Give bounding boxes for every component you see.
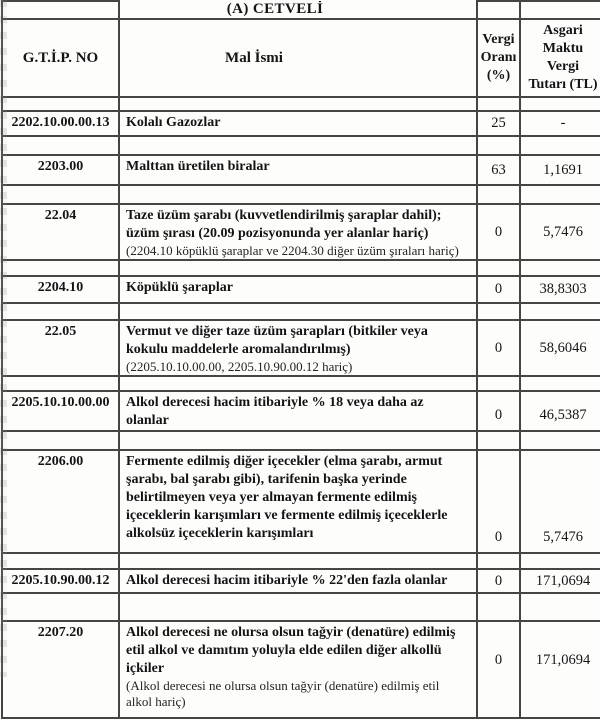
title-row-cell: [520, 1, 600, 19]
spacer-row: [2, 97, 600, 111]
spacer-cell: [477, 185, 520, 204]
title-row-left-cell: [2, 1, 119, 19]
gtip-cell: 2206.00: [2, 450, 119, 553]
spacer-cell: [119, 97, 477, 111]
goods-name-line: kokulu maddelerle aromalandırılmış): [126, 342, 351, 357]
spacer-cell: [477, 303, 520, 320]
spacer-row: [2, 553, 600, 569]
spacer-cell: [2, 136, 119, 155]
title-row: [2, 1, 600, 19]
spacer-cell: [119, 431, 477, 450]
title-row-cell: [477, 1, 520, 19]
spacer-cell: [477, 136, 520, 155]
gtip-cell: 2205.10.90.00.12: [2, 569, 119, 593]
table-row: [2, 276, 600, 303]
table-row: [2, 320, 600, 376]
rate-cell: 0: [477, 450, 520, 553]
goods-name-line: Malttan üretilen biralar: [126, 159, 270, 174]
column-header-rate-line: (%): [486, 68, 511, 83]
spacer-cell: [2, 260, 119, 276]
rate-cell: 25: [477, 111, 520, 136]
gtip-cell: 22.05: [2, 320, 119, 376]
rate-cell: 0: [477, 569, 520, 593]
goods-name-line: içkiler: [126, 661, 165, 676]
goods-name-line: içeceklerin karışımları ve fermente edilmiş içeceklerle: [126, 508, 448, 523]
table-row: [2, 450, 600, 553]
column-header-name: Mal İsmi: [119, 19, 477, 97]
spacer-cell: [119, 553, 477, 569]
spacer-cell: [520, 185, 600, 204]
column-header-row: [2, 19, 600, 97]
spacer-cell: [477, 97, 520, 111]
amount-cell: -: [520, 111, 600, 136]
goods-name-line: Köpüklü şaraplar: [126, 280, 233, 295]
spacer-cell: [477, 593, 520, 621]
goods-name-line: Alkol derecesi hacim itibariyle % 22'den fazla olanlar: [126, 573, 448, 588]
column-header-amount: [520, 19, 600, 97]
spacer-cell: [2, 185, 119, 204]
rate-cell: 63: [477, 155, 520, 185]
name-cell: [119, 391, 477, 431]
amount-cell: 171,0694: [520, 621, 600, 718]
table-row: [2, 111, 600, 136]
rate-cell: 0: [477, 391, 520, 431]
spacer-cell: [2, 431, 119, 450]
amount-cell: 58,6046: [520, 320, 600, 376]
spacer-cell: [520, 303, 600, 320]
spacer-cell: [119, 136, 477, 155]
table-row: [2, 155, 600, 185]
spacer-row: [2, 303, 600, 320]
spacer-cell: [520, 553, 600, 569]
amount-cell: 5,7476: [520, 450, 600, 553]
amount-cell: 38,8303: [520, 276, 600, 303]
table-title: (A) CETVELİ: [119, 1, 477, 19]
spacer-cell: [520, 376, 600, 391]
name-cell: [119, 320, 477, 376]
name-cell: [119, 155, 477, 185]
rate-cell: 0: [477, 621, 520, 718]
spacer-cell: [520, 97, 600, 111]
column-header-rate: [477, 19, 520, 97]
table-row: [2, 204, 600, 260]
table-row: [2, 569, 600, 593]
rate-cell: 0: [477, 320, 520, 376]
spacer-cell: [520, 260, 600, 276]
name-cell: [119, 621, 477, 718]
spacer-row: [2, 431, 600, 450]
spacer-cell: [119, 376, 477, 391]
spacer-row: [2, 593, 600, 621]
goods-name-line: şarabı, bal şarabı gibi), tarifenin başka yerinde: [126, 472, 407, 487]
tax-schedule-table: [1, 0, 600, 719]
name-cell: [119, 276, 477, 303]
amount-cell: 1,1691: [520, 155, 600, 185]
table-row: [2, 391, 600, 431]
column-header-amount-line: Tutarı (TL): [528, 77, 598, 92]
spacer-cell: [477, 553, 520, 569]
spacer-cell: [477, 376, 520, 391]
rate-cell: 0: [477, 204, 520, 260]
spacer-row: [2, 185, 600, 204]
column-header-amount-line: Vergi: [546, 59, 580, 74]
column-header-rate-line: Oranı: [480, 50, 517, 65]
goods-name-line: alkolsüz içeceklerin karışımları: [126, 526, 314, 541]
spacer-cell: [477, 431, 520, 450]
spacer-cell: [119, 185, 477, 204]
goods-note-line: (2205.10.10.00.00, 2205.10.90.00.12 hariç): [126, 359, 353, 374]
goods-name-line: etil alkol ve damıtım yoluyla elde edilen diğer alkollü: [126, 643, 442, 658]
goods-name-line: Kolalı Gazozlar: [126, 115, 221, 130]
goods-name-line: olanlar: [126, 413, 169, 428]
goods-name-line: Vermut ve diğer taze üzüm şarapları (bitkiler veya: [126, 324, 428, 339]
gtip-cell: 22.04: [2, 204, 119, 260]
gtip-cell: 2207.20: [2, 621, 119, 718]
spacer-cell: [2, 553, 119, 569]
spacer-cell: [520, 136, 600, 155]
gtip-cell: 2202.10.00.00.13: [2, 111, 119, 136]
name-cell: [119, 569, 477, 593]
spacer-cell: [119, 593, 477, 621]
rate-cell: 0: [477, 276, 520, 303]
name-cell: [119, 450, 477, 553]
amount-cell: 171,0694: [520, 569, 600, 593]
amount-cell: 5,7476: [520, 204, 600, 260]
spacer-cell: [2, 593, 119, 621]
spacer-row: [2, 260, 600, 276]
spacer-row: [2, 136, 600, 155]
goods-note-line: (Alkol derecesi ne olursa olsun tağyir (denatüre) edilmiş etil: [126, 678, 440, 693]
goods-note-line: (2204.10 köpüklü şaraplar ve 2204.30 diğer üzüm şıraları hariç): [126, 243, 459, 258]
spacer-cell: [477, 260, 520, 276]
spacer-cell: [119, 260, 477, 276]
column-header-amount-line: Maktu: [542, 41, 584, 56]
goods-name-line: üzüm şırası (20.09 pozisyonunda yer alanlar hariç): [126, 226, 429, 241]
gtip-cell: 2205.10.10.00.00: [2, 391, 119, 431]
gtip-cell: 2203.00: [2, 155, 119, 185]
spacer-cell: [520, 431, 600, 450]
spacer-cell: [119, 303, 477, 320]
goods-note-line: alkol hariç): [126, 694, 186, 709]
spacer-row: [2, 376, 600, 391]
goods-name-line: Taze üzüm şarabı (kuvvetlendirilmiş şaraplar dahil);: [126, 208, 442, 223]
gtip-cell: 2204.10: [2, 276, 119, 303]
column-header-rate-line: Vergi: [482, 32, 515, 47]
spacer-cell: [2, 376, 119, 391]
spacer-cell: [2, 97, 119, 111]
goods-name-line: Fermente edilmiş diğer içecekler (elma şarabı, armut: [126, 454, 443, 469]
column-header-amount-line: Asgari: [543, 23, 583, 38]
goods-name-line: Alkol derecesi ne olursa olsun tağyir (denatüre) edilmiş: [126, 625, 456, 640]
spacer-cell: [2, 303, 119, 320]
goods-name-line: Alkol derecesi hacim itibariyle % 18 veya daha az: [126, 395, 424, 410]
name-cell: [119, 204, 477, 260]
name-cell: [119, 111, 477, 136]
amount-cell: 46,5387: [520, 391, 600, 431]
spacer-cell: [520, 593, 600, 621]
goods-name-line: belirtilmeyen veya yer almayan fermente edilmiş: [126, 490, 417, 505]
column-header-gtip: G.T.İ.P. NO: [2, 19, 119, 97]
table-row: [2, 621, 600, 718]
